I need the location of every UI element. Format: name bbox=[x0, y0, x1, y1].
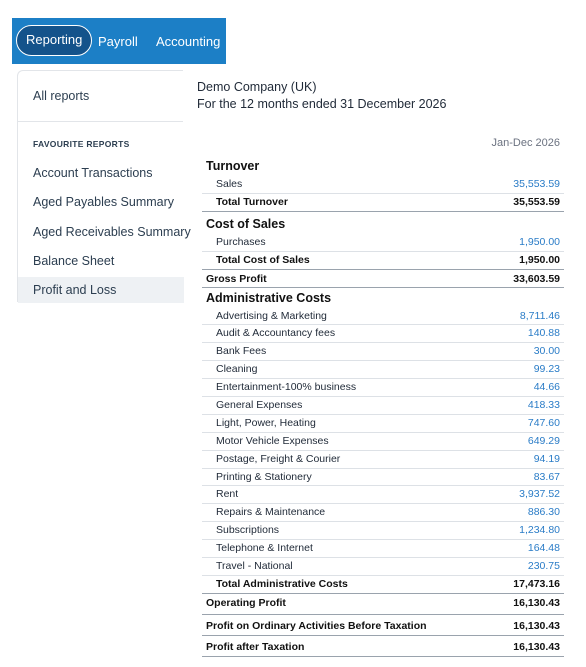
sidebar-item-account-transactions[interactable]: Account Transactions bbox=[33, 166, 153, 180]
account-value-link[interactable]: 3,937.52 bbox=[519, 488, 560, 501]
section-heading-label: Cost of Sales bbox=[206, 216, 286, 231]
total-label: Total Cost of Sales bbox=[216, 253, 310, 266]
account-label: Cleaning bbox=[216, 363, 258, 376]
table-row[interactable] bbox=[202, 361, 564, 379]
operating-profit-label: Operating Profit bbox=[206, 596, 286, 609]
table-row[interactable] bbox=[202, 504, 564, 522]
account-label: Subscriptions bbox=[216, 524, 280, 537]
table-row[interactable] bbox=[202, 234, 564, 252]
total-row-cost-of-sales bbox=[202, 252, 564, 270]
profit-before-taxation-value: 16,130.43 bbox=[513, 619, 560, 632]
account-value-link[interactable]: 94.19 bbox=[533, 452, 560, 465]
table-row[interactable] bbox=[202, 433, 564, 451]
account-label: Postage, Freight & Courier bbox=[216, 452, 341, 465]
profit-after-taxation-row bbox=[202, 636, 564, 657]
account-value-link[interactable]: 1,950.00 bbox=[519, 235, 560, 248]
operating-profit-row bbox=[202, 594, 564, 615]
account-label: Motor Vehicle Expenses bbox=[216, 434, 329, 447]
account-label: Printing & Stationery bbox=[216, 470, 312, 483]
table-row[interactable] bbox=[202, 486, 564, 504]
account-label: Bank Fees bbox=[216, 345, 267, 358]
account-value-link[interactable]: 886.30 bbox=[527, 506, 560, 519]
account-value-link[interactable]: 418.33 bbox=[527, 399, 560, 412]
account-value-link[interactable]: 649.29 bbox=[527, 434, 560, 447]
account-label: General Expenses bbox=[216, 399, 303, 412]
table-row[interactable] bbox=[202, 379, 564, 397]
table-row[interactable] bbox=[202, 522, 564, 540]
all-reports-link[interactable]: All reports bbox=[33, 89, 90, 103]
account-value-link[interactable]: 83.67 bbox=[533, 470, 560, 483]
profit-before-taxation-row bbox=[202, 615, 564, 636]
total-value: 17,473.16 bbox=[513, 577, 560, 590]
total-label: Total Turnover bbox=[216, 195, 288, 208]
account-label: Purchases bbox=[216, 235, 266, 248]
table-row[interactable] bbox=[202, 415, 564, 433]
tab-payroll[interactable]: Payroll bbox=[98, 34, 138, 49]
profit-before-taxation-label: Profit on Ordinary Activities Before Taxation bbox=[206, 619, 427, 632]
table-row[interactable] bbox=[202, 397, 564, 415]
column-header-period: Jan-Dec 2026 bbox=[491, 137, 560, 149]
account-value-link[interactable]: 35,553.59 bbox=[513, 178, 560, 190]
table-row[interactable] bbox=[202, 176, 564, 194]
profit-and-loss-report bbox=[202, 156, 564, 657]
favourite-reports-heading: FAVOURITE REPORTS bbox=[33, 139, 130, 149]
total-value: 1,950.00 bbox=[519, 253, 560, 266]
sidebar-item-profit-and-loss[interactable]: Profit and Loss bbox=[18, 277, 184, 303]
section-heading-label: Turnover bbox=[206, 159, 260, 173]
reports-sidebar bbox=[17, 70, 191, 302]
account-value-link[interactable]: 44.66 bbox=[533, 381, 560, 394]
table-row[interactable] bbox=[202, 308, 564, 326]
account-value-link[interactable]: 30.00 bbox=[533, 345, 560, 358]
tab-accounting[interactable]: Accounting bbox=[156, 34, 221, 49]
report-period: For the 12 months ended 31 December 2026 bbox=[197, 97, 447, 111]
section-heading-administrative-costs bbox=[202, 288, 564, 308]
table-row[interactable] bbox=[202, 558, 564, 576]
table-row[interactable] bbox=[202, 469, 564, 487]
account-value-link[interactable]: 99.23 bbox=[533, 363, 560, 376]
organisation-name: Demo Company (UK) bbox=[197, 80, 317, 94]
profit-after-taxation-value: 16,130.43 bbox=[513, 640, 560, 653]
account-value-link[interactable]: 230.75 bbox=[527, 560, 560, 573]
account-label: Travel - National bbox=[216, 560, 293, 573]
account-value-link[interactable]: 8,711.46 bbox=[519, 309, 560, 322]
sidebar-item-balance-sheet[interactable]: Balance Sheet bbox=[33, 254, 115, 268]
gross-profit-label: Gross Profit bbox=[206, 272, 267, 285]
account-value-link[interactable]: 1,234.80 bbox=[519, 524, 560, 537]
total-value: 35,553.59 bbox=[513, 195, 560, 208]
account-label: Entertainment-100% business bbox=[216, 381, 357, 394]
gross-profit-row bbox=[202, 270, 564, 288]
table-row[interactable] bbox=[202, 343, 564, 361]
account-label: Telephone & Internet bbox=[216, 542, 313, 555]
total-row-administrative-costs bbox=[202, 576, 564, 594]
table-row[interactable] bbox=[202, 451, 564, 469]
account-label: Sales bbox=[216, 178, 243, 190]
sidebar-divider bbox=[18, 121, 183, 122]
account-value-link[interactable]: 747.60 bbox=[527, 416, 560, 429]
account-label: Repairs & Maintenance bbox=[216, 506, 326, 519]
section-heading-label: Administrative Costs bbox=[206, 290, 332, 305]
total-row-turnover bbox=[202, 194, 564, 212]
section-heading-cost-of-sales bbox=[202, 214, 564, 234]
sidebar-item-aged-payables-summary[interactable]: Aged Payables Summary bbox=[33, 195, 175, 209]
account-label: Advertising & Marketing bbox=[216, 309, 327, 322]
top-navigation bbox=[12, 18, 226, 64]
sidebar-item-aged-receivables-summary[interactable]: Aged Receivables Summary bbox=[33, 225, 191, 239]
account-value-link[interactable]: 140.88 bbox=[527, 327, 560, 340]
account-value-link[interactable]: 164.48 bbox=[527, 542, 560, 555]
account-label: Audit & Accountancy fees bbox=[216, 327, 336, 340]
section-heading-turnover bbox=[202, 156, 564, 176]
gross-profit-value: 33,603.59 bbox=[513, 272, 560, 285]
operating-profit-value: 16,130.43 bbox=[513, 596, 560, 609]
profit-after-taxation-label: Profit after Taxation bbox=[206, 640, 305, 653]
account-label: Light, Power, Heating bbox=[216, 416, 316, 429]
tab-reporting[interactable]: Reporting bbox=[16, 25, 92, 56]
total-label: Total Administrative Costs bbox=[216, 577, 348, 590]
table-row[interactable] bbox=[202, 325, 564, 343]
table-row[interactable] bbox=[202, 540, 564, 558]
account-label: Rent bbox=[216, 488, 239, 501]
